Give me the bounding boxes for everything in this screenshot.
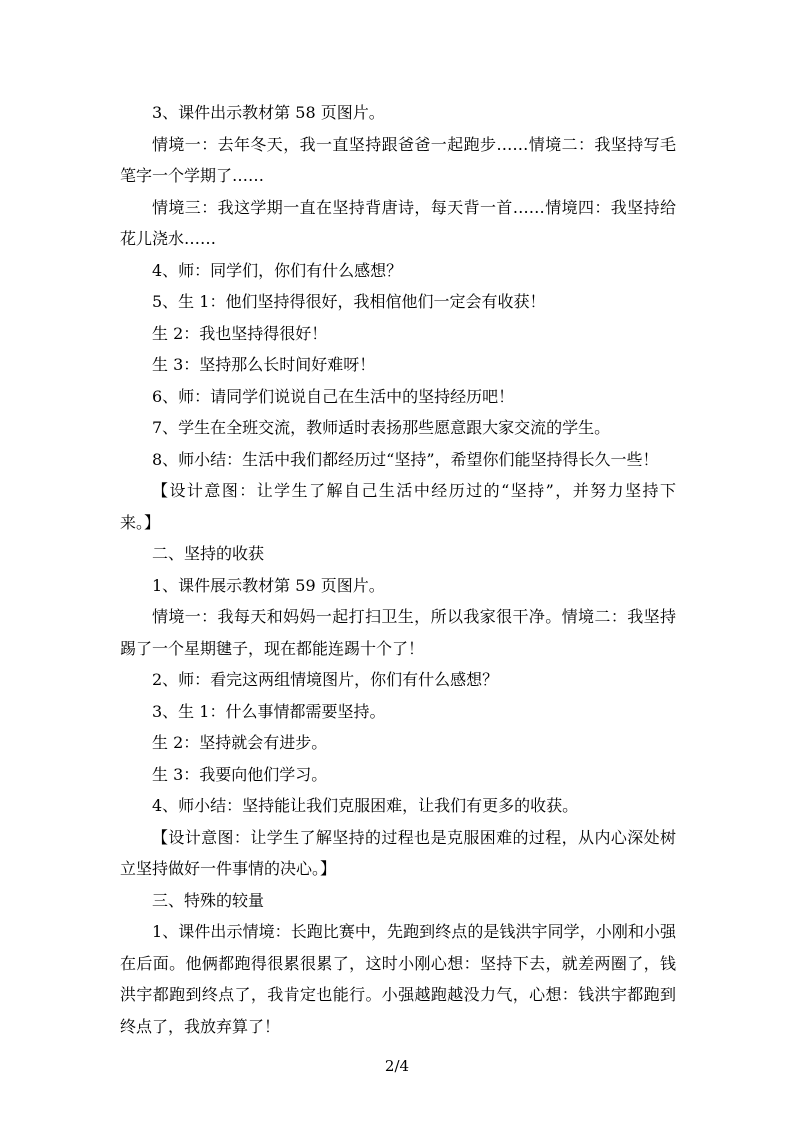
text-line: 4、师：同学们，你们有什么感想？ [152,260,403,280]
text-line: 8、师小结：生活中我们都经历过“坚持”，希望你们能坚持得长久一些！ [152,449,659,469]
text-line: 生 3：我要向他们学习。 [152,764,328,784]
text-line: 【设计意图：让学生了解坚持的过程也是克服困难的过程，从内心深处树 [152,827,676,847]
text-line: 花儿浇水…… [120,229,217,248]
text-line: 4、师小结：坚持能让我们克服困难，让我们有更多的收获。 [152,796,579,815]
document-body [120,97,676,1042]
text-line: 【设计意图：让学生了解自己生活中经历过的“坚持”，并努力坚持下 [152,481,676,500]
text-line: 6、师：请同学们说说自己在生活中的坚持经历吧！ [152,386,515,406]
text-line: 3、生 1：什么事情都需要坚持。 [152,701,386,721]
text-line: 二、坚持的收获 [152,544,265,563]
text-line: 终点了，我放弃算了！ [120,1016,281,1036]
text-line: 洪宇都跑到终点了，我肯定也能行。小强越跑越没力气，心想：钱洪宇都跑到 [120,985,676,1004]
text-line: 情境一：我每天和妈妈一起打扫卫生，所以我家很干净。情境二：我坚持 [152,607,676,626]
text-line: 3、课件出示教材第 58 页图片。 [152,103,385,122]
text-line: 在后面。他俩都跑得很累很累了，这时小刚心想：坚持下去，就差两圈了，钱 [120,953,676,973]
text-line: 笔字一个学期了…… [120,166,265,185]
text-line: 生 2：坚持就会有进步。 [152,733,328,752]
text-line: 情境三：我这学期一直在坚持背唐诗，每天背一首……情境四：我坚持给 [152,197,676,217]
text-line: 三、特殊的较量 [152,890,265,910]
text-line: 生 2：我也坚持得很好！ [152,323,328,343]
text-line: 立坚持做好一件事情的决心。】 [120,859,337,878]
text-line: 来。】 [120,512,161,532]
text-line: 7、学生在全班交流，教师适时表扬那些愿意跟大家交流的学生。 [152,418,611,437]
text-line: 5、生 1：他们坚持得很好，我相倌他们一定会有收获！ [152,292,546,311]
text-line: 1、课件出示情境：长跑比赛中，先跑到终点的是钱洪宇同学，小刚和小强 [152,922,676,941]
text-line: 情境一：去年冬天，我一直坚持跟爸爸一起跑步……情境二：我坚持写毛 [152,134,676,154]
text-line: 2、师：看完这两组情境图片，你们有什么感想？ [152,670,499,689]
text-line: 踢了一个星期毽子，现在都能连踢十个了！ [120,638,425,658]
text-line: 1、课件展示教材第 59 页图片。 [152,575,385,595]
page-number: 2/4 [384,1057,410,1075]
text-line: 生 3：坚持那么长时间好难呀！ [152,355,376,374]
